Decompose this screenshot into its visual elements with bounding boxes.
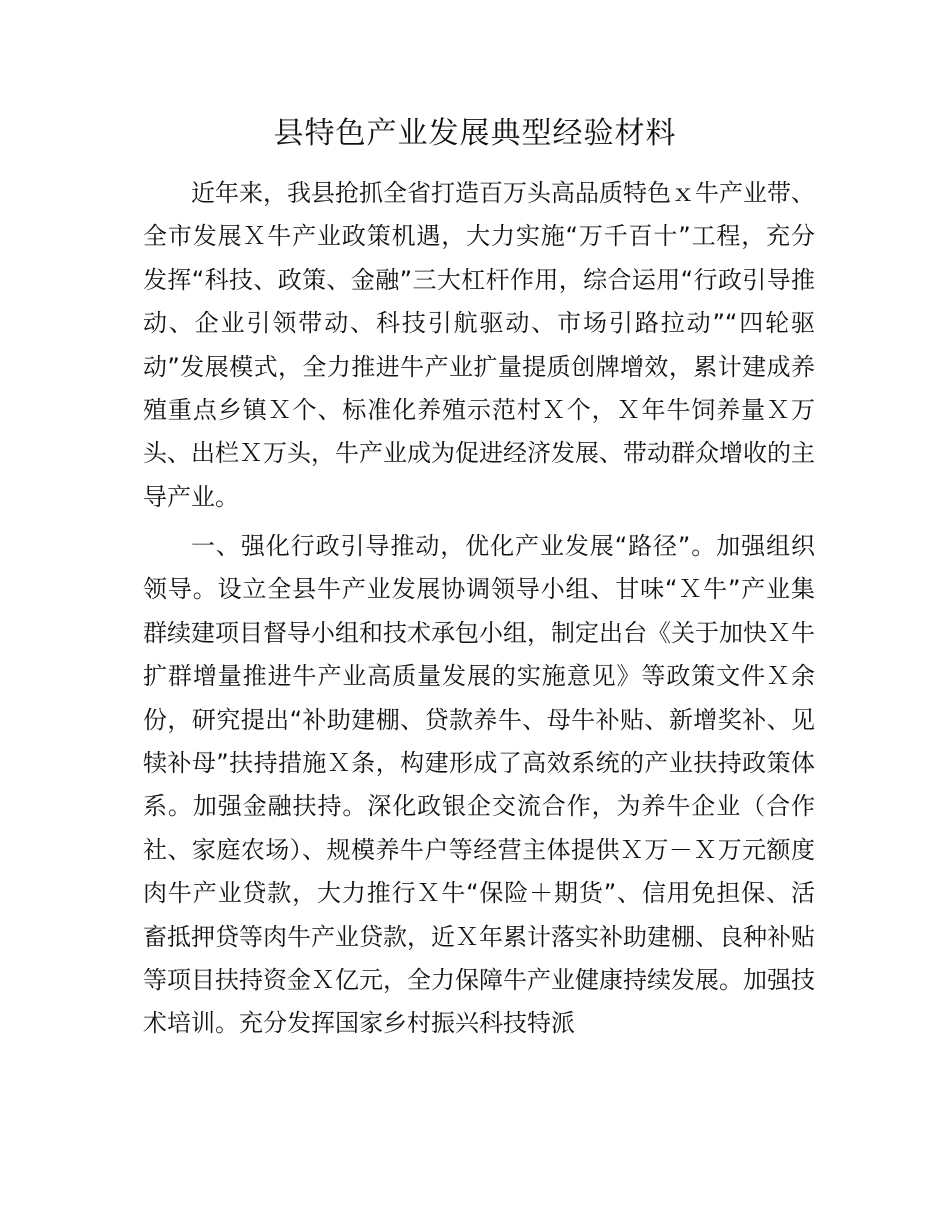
document-title: 县特色产业发展典型经验材料 (273, 116, 677, 151)
paragraph-intro: 近年来，我县抢抓全省打造百万头高品质特色ｘ牛产业带、全市发展Ｘ牛产业政策机遇，大力实施“万千百十”工程，充分发挥“科技、政策、金融”三大杠杆作用，综合运用“行政引导推动、企业引领带动、科技引航驱动、市场引路拉动”“四轮驱动”发展模式，全力推进牛产业扩量提质创牌增效，累计建成养殖重点乡镇Ｘ个、标准化养殖示范村Ｘ个，Ｘ年牛饲养量Ｘ万头、出栏Ｘ万头，牛产业成为促进经济发展、带动群众增收的主导产业。 (143, 179, 815, 511)
paragraph-section-one: 一、强化行政引导推动，优化产业发展“路径”。加强组织领导。设立全县牛产业发展协调领导小组、甘味“Ｘ牛”产业集群续建项目督导小组和技术承包小组，制定出台《关于加快Ｘ牛扩群增量推进牛产业高质量发展的实施意见》等政策文件Ｘ余份，研究提出“补助建棚、贷款养牛、母牛补贴、新增奖补、见犊补母”扶持措施Ｘ条，构建形成了高效系统的产业扶持政策体系。加强金融扶持。深化政银企交流合作，为养牛企业（合作社、家庭农场）、规模养牛户等经营主体提供Ｘ万－Ｘ万元额度肉牛产业贷款，大力推行Ｘ牛“保险＋期货”、信用免担保、活畜抵押贷等肉牛产业贷款，近Ｘ年累计落实补助建棚、良种补贴等项目扶持资金Ｘ亿元，全力保障牛产业健康持续发展。加强技术培训。充分发挥国家乡村振兴科技特派 (143, 532, 815, 1038)
